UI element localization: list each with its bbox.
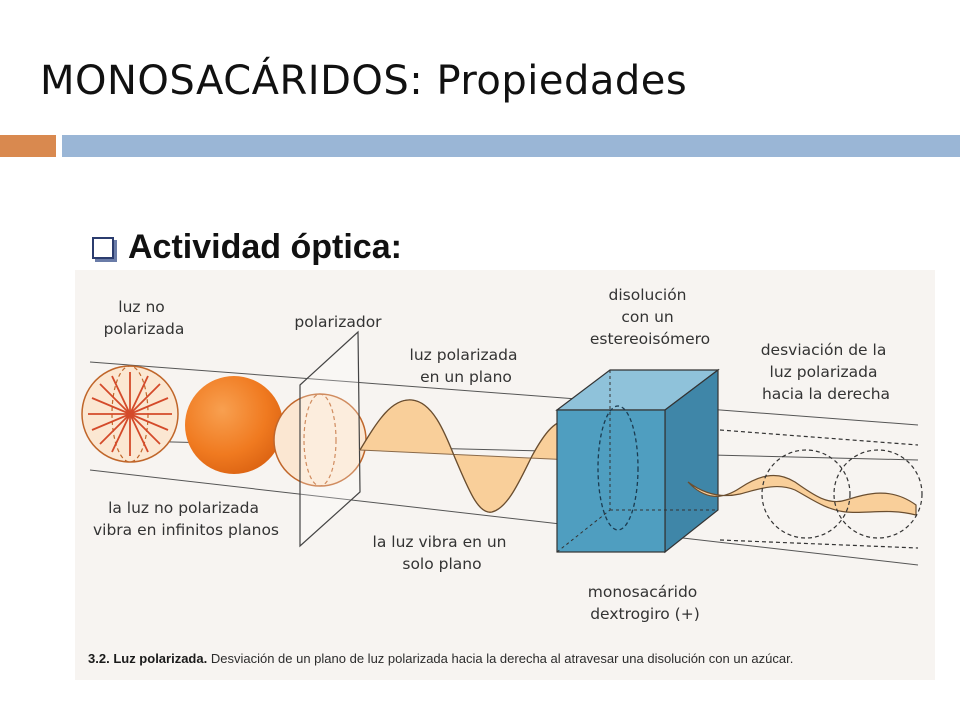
vibration-arrows-icon xyxy=(88,372,172,456)
polarized-wave xyxy=(360,400,572,512)
caption-number: 3.2. xyxy=(88,651,110,666)
label-monosaccharide: monosacárido dextrogiro (+) xyxy=(587,583,700,623)
label-polarizer: polarizador xyxy=(294,313,382,331)
slide-title: MONOSACÁRIDOS: Propiedades xyxy=(40,58,688,104)
label-unpolarized: luz no polarizada xyxy=(103,298,185,338)
figure-caption xyxy=(88,651,793,666)
caption-bold: Luz polarizada. xyxy=(113,651,208,666)
caption-text: Desviación de un plano de luz polarizada hacia la derecha al atravesar una disolución con un azúcar. xyxy=(210,651,794,666)
polarizer-plane xyxy=(300,332,360,546)
label-solution: disolución con un estereoisómero xyxy=(589,286,711,348)
label-deviation: desviación de la luz polarizada hacia la derecha xyxy=(760,341,891,403)
label-infinite-planes: la luz no polarizada vibra en infinitos planos xyxy=(92,499,280,539)
deviated-wave xyxy=(688,475,916,515)
solution-cube xyxy=(557,370,718,552)
bullet-text: Actividad óptica: xyxy=(128,228,402,266)
label-single-plane: la luz vibra en un solo plano xyxy=(372,533,507,573)
label-polarized-plane: luz polarizada en un plano xyxy=(409,346,518,386)
light-source-sphere xyxy=(185,376,283,474)
unpolarized-light-circle xyxy=(82,366,178,462)
